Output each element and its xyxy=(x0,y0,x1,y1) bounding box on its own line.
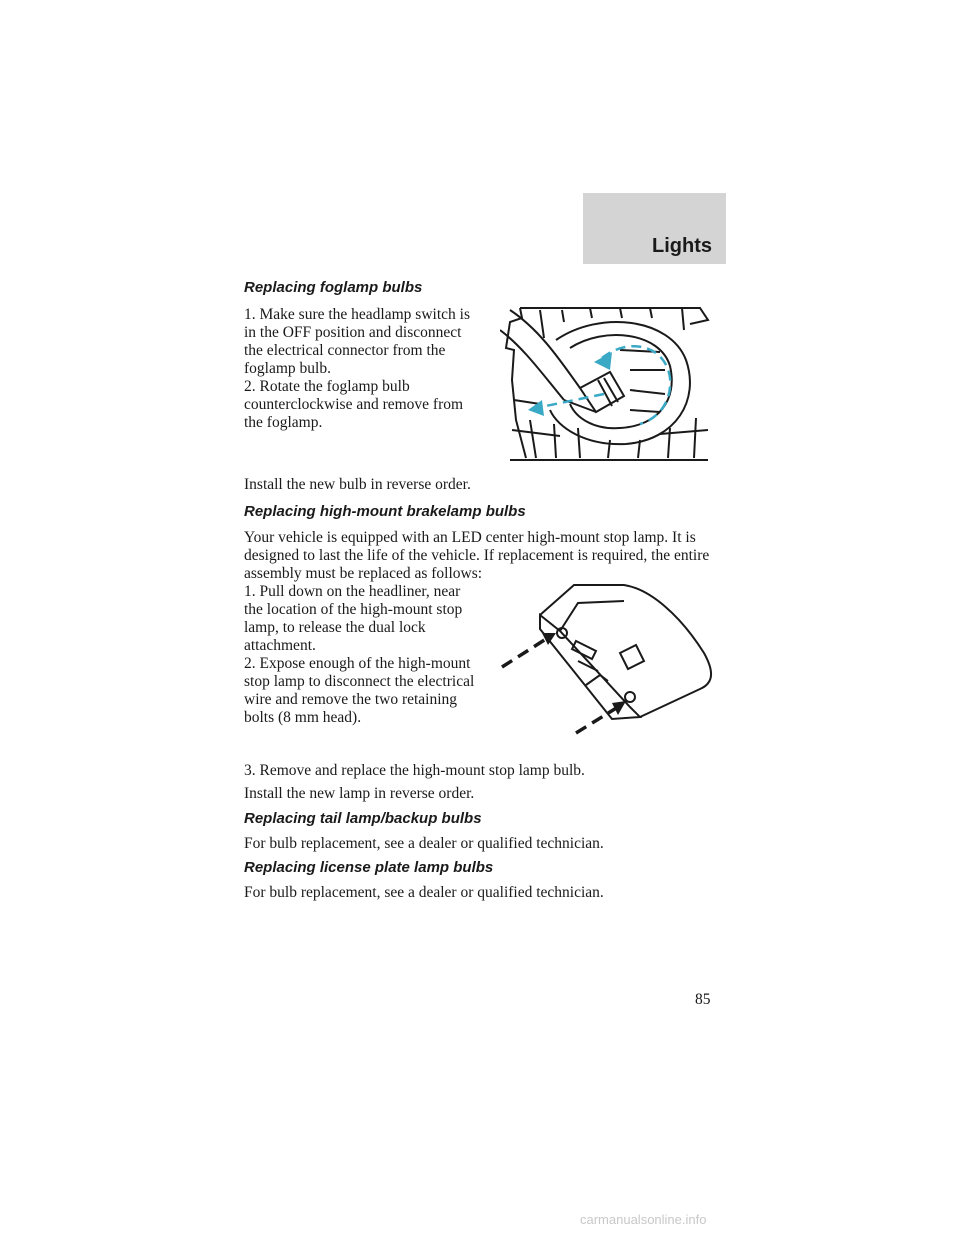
brakelamp-step-3: 3. Remove and replace the high-mount stop lamp bulb. xyxy=(244,762,585,779)
brakelamp-step-2: 2. Expose enough of the high-mount stop lamp to disconnect the electrical wire and remove the two retaining bolts (8 mm head). xyxy=(244,655,475,726)
license-heading: Replacing license plate lamp bulbs xyxy=(244,859,494,876)
section-header-band xyxy=(583,193,726,264)
brakelamp-heading: Replacing high-mount brakelamp bulbs xyxy=(244,503,526,520)
foglamp-install-note: Install the new bulb in reverse order. xyxy=(244,476,471,493)
foglamp-heading: Replacing foglamp bulbs xyxy=(244,279,423,296)
license-text: For bulb replacement, see a dealer or qualified technician. xyxy=(244,884,604,901)
brakelamp-illustration xyxy=(500,575,725,745)
brakelamp-step-1: 1. Pull down on the headliner, near the location of the high-mount stop lamp, to release the dual lock attachment. xyxy=(244,583,463,654)
section-title: Lights xyxy=(652,235,712,257)
foglamp-illustration xyxy=(500,300,715,468)
taillamp-text: For bulb replacement, see a dealer or qualified technician. xyxy=(244,835,604,852)
brakelamp-intro: Your vehicle is equipped with an LED center high-mount stop lamp. It is designed to last the life of the vehicle. If replacement is required, the entire assembly must be replaced as follows: xyxy=(244,529,710,582)
page-number: 85 xyxy=(695,991,711,1008)
taillamp-heading: Replacing tail lamp/backup bulbs xyxy=(244,810,482,827)
footer-watermark: carmanualsonline.info xyxy=(580,1212,707,1227)
foglamp-step-1: 1. Make sure the headlamp switch is in the OFF position and disconnect the electrical connector from the foglamp bulb. xyxy=(244,306,470,377)
foglamp-step-2: 2. Rotate the foglamp bulb counterclockwise and remove from the foglamp. xyxy=(244,378,464,431)
brakelamp-install-note: Install the new lamp in reverse order. xyxy=(244,785,475,802)
